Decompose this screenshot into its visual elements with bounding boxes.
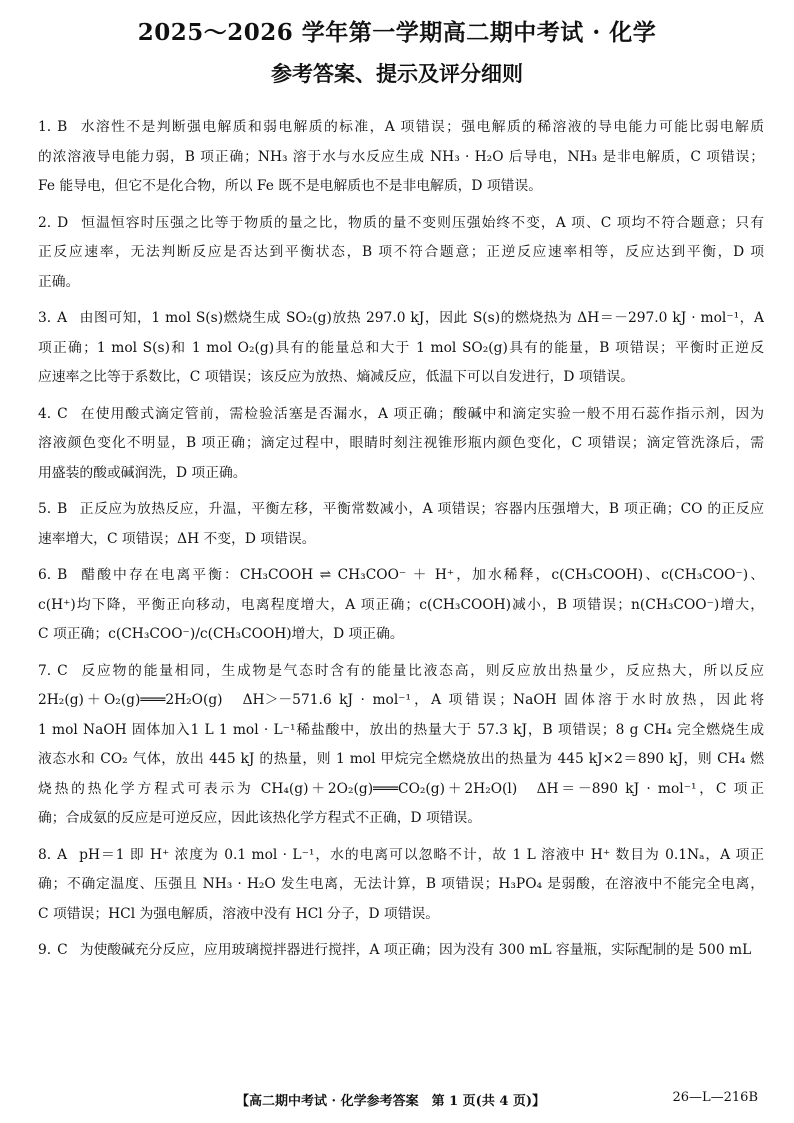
question-number: 6. — [38, 567, 52, 583]
explanation-text: 由图可知，1 mol S(s)燃烧生成 SO₂(g)放热 297.0 kJ，因此 S(s)的燃烧热为 ΔH＝－297.0 kJ · mol⁻¹，A — [79, 310, 764, 326]
answer-letter: C — [57, 405, 68, 422]
answer-item — [38, 304, 764, 393]
explanation-text: 确；合成氨的反应是可逆反应，因此该热化学方程式不正确，D 项错误。 — [38, 810, 482, 826]
explanation-text: 2H₂(g)＋O₂(g)═══2H₂O(g) ΔH＞－571.6 kJ · mol⁻¹，A 项错误；NaOH 固体溶于水时放热，因此将 — [38, 692, 764, 708]
explanation-text: 正反应速率，无法判断反应是否达到平衡状态，B 项不符合题意；正逆反应速率相等，反应达到平衡，D 项 — [38, 244, 764, 260]
explanation-text: 在使用酸式滴定管前，需检验活塞是否漏水，A 项正确；酸碱中和滴定实验一般不用石蕊作指示剂，因为 — [79, 405, 764, 422]
answer-line — [38, 209, 764, 239]
explanation-text: 确；不确定温度、压强且 NH₃ · H₂O 发生电离，无法计算，B 项错误；H₃PO₄ 是弱酸，在溶液中不能完全电离， — [38, 876, 764, 892]
answer-item — [38, 495, 764, 554]
answer-line — [38, 334, 764, 364]
answer-letter: B — [57, 567, 68, 583]
answer-line — [38, 459, 764, 489]
answer-line — [38, 716, 764, 746]
answer-line — [38, 870, 764, 900]
explanation-text: 速率增大，C 项错误；ΔH 不变，D 项错误。 — [38, 530, 316, 547]
answer-letter: B — [57, 119, 68, 135]
question-number: 3. — [38, 310, 52, 326]
answer-line — [38, 561, 764, 591]
question-number: 8. — [38, 846, 52, 863]
question-number: 4. — [38, 405, 52, 422]
answer-letter: C — [57, 942, 68, 958]
answer-line — [38, 172, 764, 202]
explanation-text: 应速率之比等于系数比，C 项错误；该反应为放热、熵减反应，低温下可以自发进行，D 项错误。 — [38, 369, 635, 385]
answer-letter: B — [57, 501, 68, 517]
explanation-text: C 项错误；HCl 为强电解质，溶液中没有 HCl 分子，D 项错误。 — [38, 905, 440, 922]
page-title: 2025～2026 学年第一学期高二期中考试 · 化学 — [137, 19, 657, 46]
answer-line — [38, 363, 764, 393]
answer-line — [38, 620, 764, 650]
answer-line — [38, 238, 764, 268]
answer-list — [38, 113, 764, 973]
answer-line — [38, 745, 764, 775]
answer-item — [38, 657, 764, 834]
answer-line — [38, 113, 764, 143]
answer-item — [38, 561, 764, 650]
answer-item — [38, 113, 764, 202]
footer-page-info: 【高二期中考试 · 化学参考答案 第 1 页(共 4 页)】 — [236, 1094, 546, 1109]
answer-line — [38, 657, 764, 687]
answer-letter: A — [57, 310, 68, 326]
question-number: 1. — [38, 119, 52, 135]
answer-line — [38, 143, 764, 173]
answer-item — [38, 209, 764, 298]
footer-code: 26—L—216B — [672, 1090, 758, 1105]
answer-line — [38, 686, 764, 716]
explanation-text: 溶液颜色变化不明显，B 项正确；滴定过程中，眼睛时刻注视锥形瓶内颜色变化，C 项错误；滴定管洗涤后，需 — [38, 435, 764, 451]
answer-line — [38, 429, 764, 459]
answer-letter: A — [57, 846, 68, 863]
explanation-text: 的浓溶液导电能力弱，B 项正确；NH₃ 溶于水与水反应生成 NH₃ · H₂O 后导电，NH₃ 是非电解质，C 项错误； — [38, 148, 764, 165]
answer-line — [38, 525, 764, 555]
explanation-text: 水溶性不是判断强电解质和弱电解质的标准，A 项错误；强电解质的稀溶液的导电能力可能比弱电解质 — [79, 119, 764, 135]
explanation-text: pH＝1 即 H⁺ 浓度为 0.1 mol · L⁻¹，水的电离可以忽略不计，故 1 L 溶液中 H⁺ 数目为 0.1Nₐ，A 项正 — [79, 846, 764, 863]
answer-item — [38, 936, 764, 966]
answer-letter: D — [57, 214, 69, 231]
explanation-text: 反应物的能量相同，生成物是气态时含有的能量比液态高，则反应放出热量少，反应热大，所以反应 — [79, 662, 764, 679]
answer-item — [38, 400, 764, 489]
answer-line — [38, 268, 764, 298]
explanation-text: c(H⁺)均下降，平衡正向移动，电离程度增大，A 项正确；c(CH₃COOH)减小，B 项错误；n(CH₃COO⁻)增大， — [38, 596, 764, 613]
explanation-text: 正反应为放热反应，升温，平衡左移，平衡常数减小，A 项错误；容器内压强增大，B 项正确；CO 的正反应 — [79, 501, 764, 517]
question-number: 9. — [38, 942, 52, 958]
answer-line — [38, 495, 764, 525]
explanation-text: Fe 能导电，但它不是化合物，所以 Fe 既不是电解质也不是非电解质，D 项错误。 — [38, 178, 543, 194]
answer-line — [38, 936, 764, 966]
explanation-text: 项正确；1 mol S(s)和 1 mol O₂(g)具有的能量总和大于 1 mol SO₂(g)具有的能量，B 项错误；平衡时正逆反 — [38, 339, 764, 356]
explanation-text: C 项正确；c(CH₃COO⁻)/c(CH₃COOH)增大，D 项正确。 — [38, 626, 404, 642]
answer-item — [38, 841, 764, 930]
answer-line — [38, 304, 764, 334]
question-number: 5. — [38, 501, 52, 517]
answer-letter: C — [57, 662, 68, 679]
answer-line — [38, 841, 764, 871]
explanation-text: 烧热的热化学方程式可表示为 CH₄(g)＋2O₂(g)═══CO₂(g)＋2H₂O(l) ΔH＝－890 kJ · mol⁻¹，C 项正 — [38, 780, 764, 797]
answer-line — [38, 400, 764, 430]
explanation-text: 为使酸碱充分反应，应用玻璃搅拌器进行搅拌，A 项正确；因为没有 300 mL 容量瓶，实际配制的是 500 mL — [79, 942, 752, 958]
answer-line — [38, 775, 764, 805]
answer-line — [38, 804, 764, 834]
explanation-text: 1 mol NaOH 固体加入1 L 1 mol · L⁻¹稀盐酸中，放出的热量大于 57.3 kJ，B 项错误；8 g CH₄ 完全燃烧生成 — [38, 721, 764, 738]
explanation-text: 恒温恒容时压强之比等于物质的量之比，物质的量不变则压强始终不变，A 项、C 项均不符合题意；只有 — [80, 214, 764, 231]
question-number: 7. — [38, 662, 52, 679]
explanation-text: 液态水和 CO₂ 气体，放出 445 kJ 的热量，则 1 mol 甲烷完全燃烧放出的热量为 445 kJ×2＝890 kJ，则 CH₄ 燃 — [38, 751, 764, 767]
question-number: 2. — [38, 214, 52, 231]
answer-line — [38, 591, 764, 621]
explanation-text: 正确。 — [38, 273, 80, 290]
answer-line — [38, 900, 764, 930]
page-subtitle: 参考答案、提示及评分细则 — [271, 61, 523, 86]
explanation-text: 用盛装的酸或碱润洗，D 项正确。 — [38, 464, 247, 481]
explanation-text: 醋酸中存在电离平衡：CH₃COOH ⇌ CH₃COO⁻ ＋ H⁺，加水稀释，c(CH₃COOH)、c(CH₃COO⁻)、 — [79, 567, 764, 583]
